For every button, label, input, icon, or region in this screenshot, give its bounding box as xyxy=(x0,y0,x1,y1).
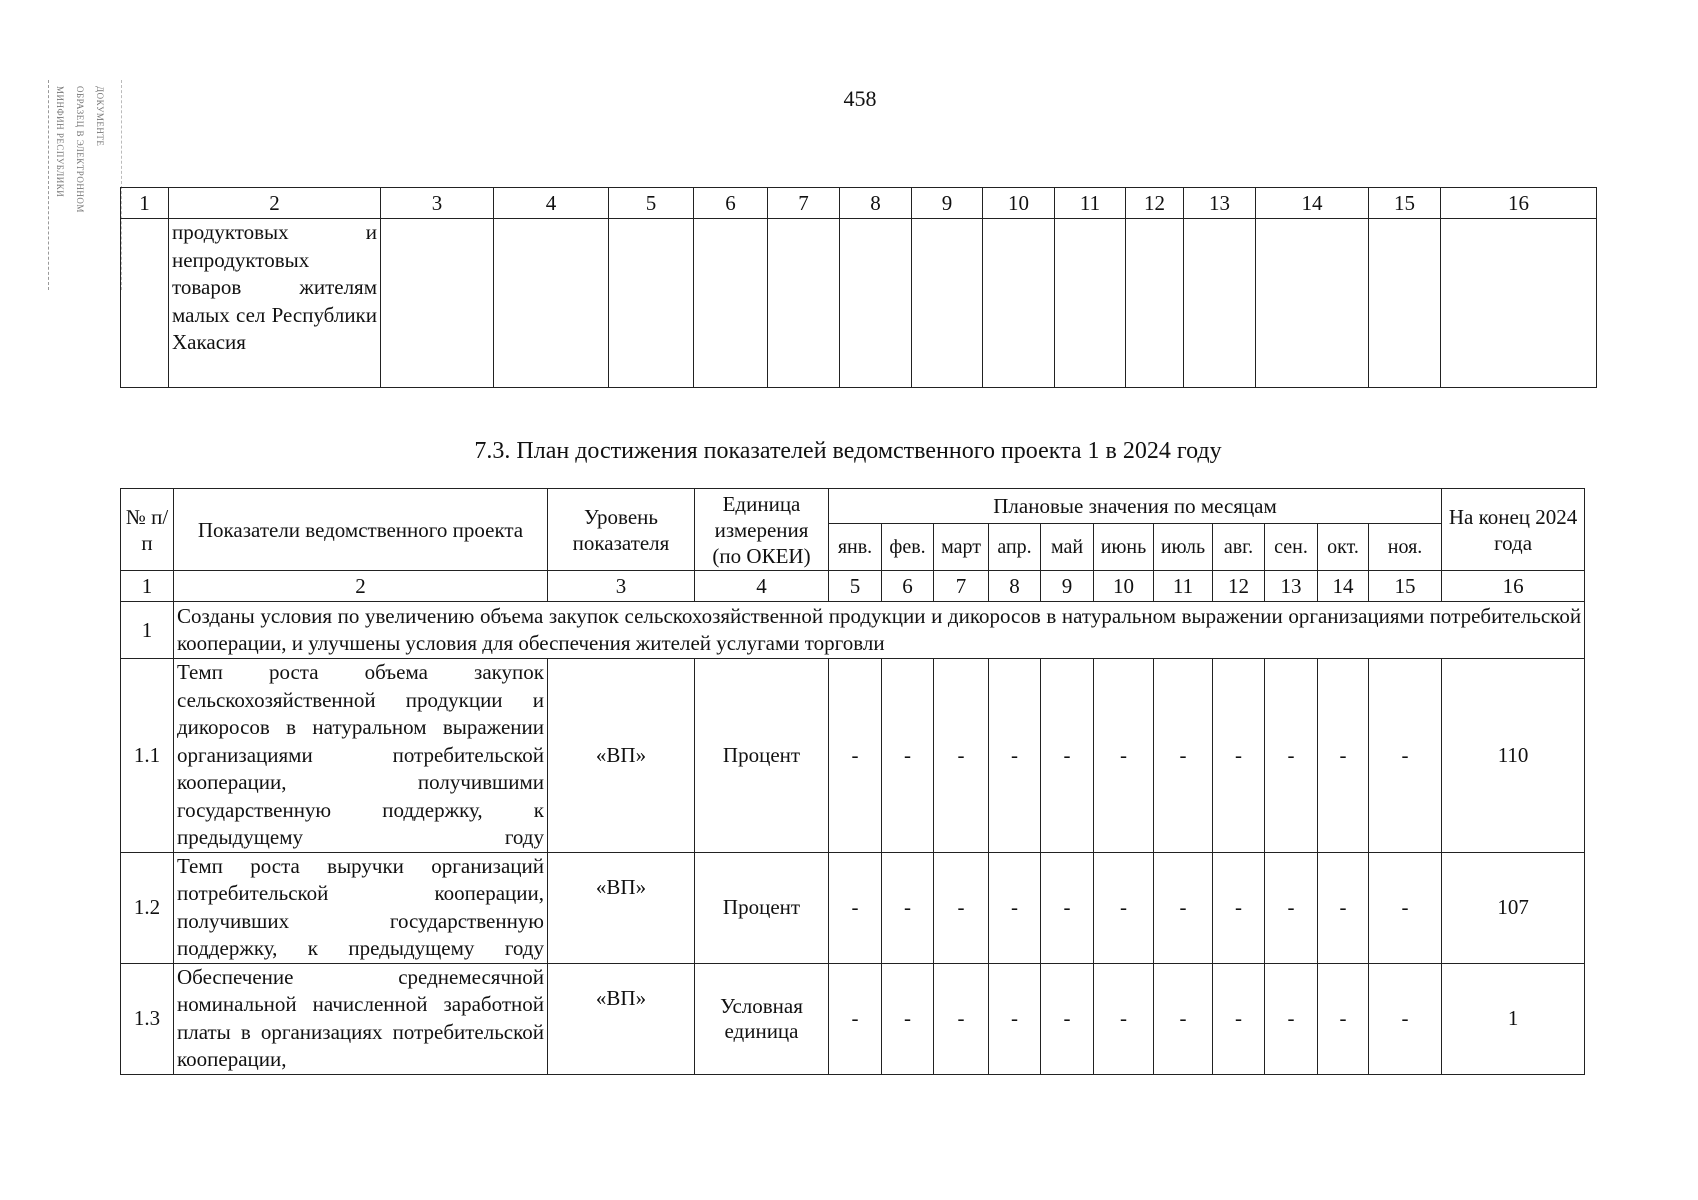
column-number: 14 xyxy=(1256,188,1369,219)
margin-stamp xyxy=(48,80,122,290)
header-monthly: Плановые значения по месяцам xyxy=(829,489,1442,524)
table-row xyxy=(121,852,1585,963)
column-number: 3 xyxy=(381,188,494,219)
row-end-year: 107 xyxy=(1442,852,1585,963)
column-number: 2 xyxy=(169,188,381,219)
row-unit: Процент xyxy=(695,659,829,853)
column-number: 5 xyxy=(829,571,882,602)
empty-cell xyxy=(983,219,1055,388)
month-value: - xyxy=(1154,659,1213,853)
column-number: 14 xyxy=(1318,571,1369,602)
empty-cell xyxy=(381,219,494,388)
empty-cell xyxy=(694,219,768,388)
row-indicator: Обеспечение среднемесячной номинальной начисленной заработной платы в организациях потребительской кооперации, xyxy=(174,963,548,1074)
month-value: - xyxy=(934,852,989,963)
month-header: фев. xyxy=(882,524,934,571)
column-number: 12 xyxy=(1126,188,1184,219)
section-num: 1 xyxy=(121,602,174,659)
month-value: - xyxy=(1318,852,1369,963)
column-number: 1 xyxy=(121,188,169,219)
section-row xyxy=(121,602,1585,659)
column-number: 9 xyxy=(912,188,983,219)
month-value: - xyxy=(989,963,1041,1074)
month-value: - xyxy=(1265,963,1318,1074)
column-number: 1 xyxy=(121,571,174,602)
month-value: - xyxy=(882,659,934,853)
column-number: 2 xyxy=(174,571,548,602)
plan-table-body xyxy=(121,571,1585,1075)
month-header: авг. xyxy=(1213,524,1265,571)
month-value: - xyxy=(829,963,882,1074)
month-value: - xyxy=(1318,963,1369,1074)
header-end-year: На конец 2024 года xyxy=(1442,489,1585,571)
column-number: 16 xyxy=(1441,188,1597,219)
month-value: - xyxy=(882,963,934,1074)
section-text: Созданы условия по увеличению объема закупок сельскохозяйственной продукции и дикоросов в натуральном выражении организациями потребительской кооперации, и улучшены условия для обеспечения жителей услугами торговли xyxy=(174,602,1585,659)
column-number: 3 xyxy=(548,571,695,602)
empty-cell xyxy=(1256,219,1369,388)
row-num: 1.2 xyxy=(121,852,174,963)
month-value: - xyxy=(1265,659,1318,853)
row-unit: Условная единица xyxy=(695,963,829,1074)
empty-cell xyxy=(1126,219,1184,388)
column-number: 4 xyxy=(494,188,609,219)
month-header: янв. xyxy=(829,524,882,571)
plan-table xyxy=(120,488,1585,1075)
month-value: - xyxy=(1094,852,1154,963)
header-unit: Единица измерения (по ОКЕИ) xyxy=(695,489,829,571)
table-row xyxy=(121,219,1597,388)
month-value: - xyxy=(934,659,989,853)
month-header: окт. xyxy=(1318,524,1369,571)
column-number: 16 xyxy=(1442,571,1585,602)
row-unit: Процент xyxy=(695,852,829,963)
month-value: - xyxy=(829,852,882,963)
column-number: 12 xyxy=(1213,571,1265,602)
month-header: май xyxy=(1041,524,1094,571)
month-value: - xyxy=(1041,963,1094,1074)
column-number-row xyxy=(121,188,1597,219)
month-value: - xyxy=(1369,659,1442,853)
row-num: 1.1 xyxy=(121,659,174,853)
month-value: - xyxy=(1154,963,1213,1074)
column-number: 6 xyxy=(694,188,768,219)
header-num: № п/п xyxy=(121,489,174,571)
column-number: 7 xyxy=(768,188,840,219)
column-number: 10 xyxy=(983,188,1055,219)
month-value: - xyxy=(1318,659,1369,853)
column-number: 15 xyxy=(1369,571,1442,602)
column-number-row xyxy=(121,571,1585,602)
column-number: 10 xyxy=(1094,571,1154,602)
month-value: - xyxy=(934,963,989,1074)
month-value: - xyxy=(1213,963,1265,1074)
empty-cell xyxy=(121,219,169,388)
month-value: - xyxy=(989,852,1041,963)
page-number: 458 xyxy=(843,86,877,111)
month-value: - xyxy=(829,659,882,853)
row-text: продуктовых и непродуктовых товаров жителям малых сел Республики Хакасия xyxy=(169,219,381,388)
empty-cell xyxy=(609,219,694,388)
empty-cell xyxy=(768,219,840,388)
month-value: - xyxy=(1154,852,1213,963)
column-number: 13 xyxy=(1265,571,1318,602)
month-value: - xyxy=(1041,852,1094,963)
month-header: март xyxy=(934,524,989,571)
row-level: «ВП» xyxy=(548,852,695,963)
month-value: - xyxy=(1213,852,1265,963)
row-indicator: Темп роста выручки организаций потребительской кооперации, получивших государственную поддержку, к предыдущему году xyxy=(174,852,548,963)
empty-cell xyxy=(1184,219,1256,388)
month-value: - xyxy=(1094,659,1154,853)
month-value: - xyxy=(989,659,1041,853)
month-value: - xyxy=(1369,963,1442,1074)
column-number: 13 xyxy=(1184,188,1256,219)
column-number: 5 xyxy=(609,188,694,219)
column-number: 15 xyxy=(1369,188,1441,219)
empty-cell xyxy=(840,219,912,388)
table-row xyxy=(121,963,1585,1074)
row-end-year: 1 xyxy=(1442,963,1585,1074)
row-num: 1.3 xyxy=(121,963,174,1074)
month-value: - xyxy=(1265,852,1318,963)
month-header: сен. xyxy=(1265,524,1318,571)
row-indicator: Темп роста объема закупок сельскохозяйственной продукции и дикоросов в натуральном выражении организациями потребительской кооперации, получившими государственную поддержку, к предыдущему году xyxy=(174,659,548,853)
empty-cell xyxy=(1369,219,1441,388)
header-level: Уровень показателя xyxy=(548,489,695,571)
empty-cell xyxy=(912,219,983,388)
header-row xyxy=(121,489,1585,524)
header-indicator: Показатели ведомственного проекта xyxy=(174,489,548,571)
column-number: 6 xyxy=(882,571,934,602)
column-number: 8 xyxy=(989,571,1041,602)
column-number: 4 xyxy=(695,571,829,602)
continued-table xyxy=(120,187,1597,388)
month-header: июль xyxy=(1154,524,1213,571)
section-title: 7.3. План достижения показателей ведомственного проекта 1 в 2024 году xyxy=(474,438,1222,464)
column-number: 9 xyxy=(1041,571,1094,602)
month-value: - xyxy=(1041,659,1094,853)
empty-cell xyxy=(494,219,609,388)
stamp-line: ОБРАЗЕЦ В ЭЛЕКТРОННОМ xyxy=(75,86,85,213)
table-row xyxy=(121,659,1585,853)
column-number: 8 xyxy=(840,188,912,219)
row-end-year: 110 xyxy=(1442,659,1585,853)
month-header: июнь xyxy=(1094,524,1154,571)
month-value: - xyxy=(1369,852,1442,963)
month-value: - xyxy=(882,852,934,963)
empty-cell xyxy=(1441,219,1597,388)
row-level: «ВП» xyxy=(548,659,695,853)
month-value: - xyxy=(1213,659,1265,853)
stamp-line: МИНФИН РЕСПУБЛИКИ xyxy=(55,86,65,198)
column-number: 11 xyxy=(1154,571,1213,602)
month-value: - xyxy=(1094,963,1154,1074)
empty-cell xyxy=(1055,219,1126,388)
column-number: 7 xyxy=(934,571,989,602)
column-number: 11 xyxy=(1055,188,1126,219)
row-level: «ВП» xyxy=(548,963,695,1074)
month-header: апр. xyxy=(989,524,1041,571)
month-header: ноя. xyxy=(1369,524,1442,571)
stamp-line: ДОКУМЕНТЕ xyxy=(95,86,105,147)
